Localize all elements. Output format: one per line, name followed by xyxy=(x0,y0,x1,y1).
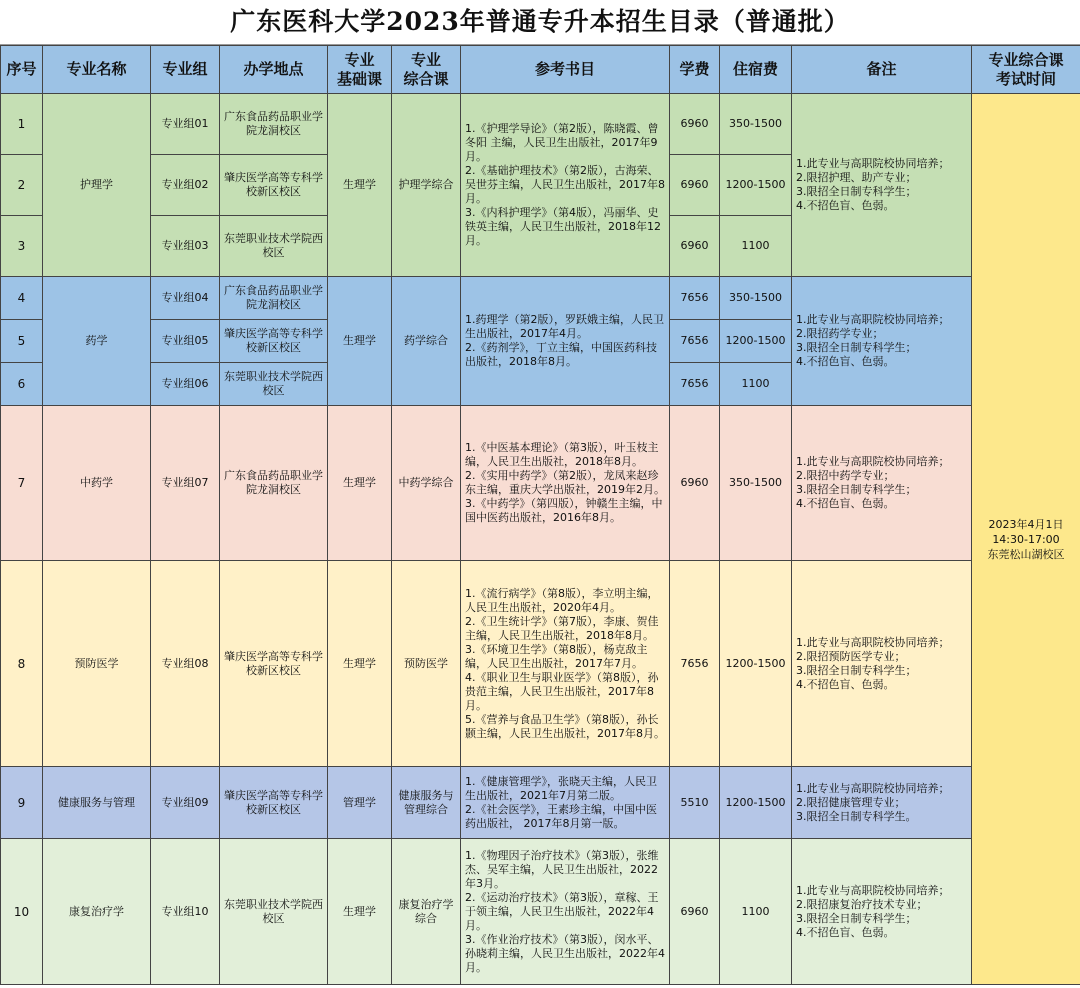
header-major: 专业名称 xyxy=(43,46,151,94)
basic-course-cell: 生理学 xyxy=(328,406,392,561)
table-row xyxy=(1,839,1080,985)
location-cell: 肇庆医学高等专科学校新区校区 xyxy=(220,155,328,216)
tuition-cell: 7656 xyxy=(670,320,720,363)
notes-cell-line: 3.限招全日制专科学生； xyxy=(796,911,917,925)
seq-cell: 7 xyxy=(1,406,43,561)
books-cell-line: 1.《物理因子治疗技术》（第3版），张维杰、吴军主编，人民卫生出版社，2022年3月。 xyxy=(465,848,659,890)
comprehensive-course-cell: 康复治疗学综合 xyxy=(392,839,461,985)
seq-cell: 6 xyxy=(1,363,43,406)
header-location: 办学地点 xyxy=(220,46,328,94)
dorm-fee-cell: 1100 xyxy=(720,216,792,277)
books-cell-line: 1.《健康管理学》，张晓天主编，人民卫生出版社，2021年7月第二版。 xyxy=(465,774,657,802)
tuition-cell: 6960 xyxy=(670,839,720,985)
tuition-cell: 7656 xyxy=(670,277,720,320)
comprehensive-course-cell: 健康服务与管理综合 xyxy=(392,767,461,839)
location-cell: 广东食品药品职业学院龙洞校区 xyxy=(220,406,328,561)
tuition-cell: 6960 xyxy=(670,94,720,155)
notes-cell-line: 1.此专业与高职院校协同培养； xyxy=(796,157,950,170)
notes-cell-line: 3.限招全日制专科学生； xyxy=(796,341,917,354)
location-cell: 东莞职业技术学院西校区 xyxy=(220,216,328,277)
basic-course-cell: 管理学 xyxy=(328,767,392,839)
seq-cell: 3 xyxy=(1,216,43,277)
books-cell xyxy=(461,767,670,839)
notes-cell-line: 2.限招药学专业； xyxy=(796,327,884,340)
notes-cell-line: 2.限招护理、助产专业； xyxy=(796,171,917,184)
notes-cell-line: 2.限招中药学专业； xyxy=(796,469,895,482)
dorm-fee-cell: 350-1500 xyxy=(720,406,792,561)
table-row xyxy=(1,561,1080,767)
notes-cell-line: 2.限招康复治疗技术专业； xyxy=(796,897,928,911)
dorm-fee-cell: 1100 xyxy=(720,839,792,985)
notes-cell-line: 2.限招健康管理专业； xyxy=(796,795,906,809)
notes-cell-line: 1.此专业与高职院校协同培养； xyxy=(796,455,950,468)
notes-cell-line: 1.此专业与高职院校协同培养； xyxy=(796,313,950,326)
header-seq: 序号 xyxy=(1,46,43,94)
books-cell xyxy=(461,94,670,277)
seq-cell: 5 xyxy=(1,320,43,363)
notes-cell-line: 3.限招全日制专科学生； xyxy=(796,483,917,496)
major-name-cell: 健康服务与管理 xyxy=(43,767,151,839)
location-cell: 肇庆医学高等专科学校新区校区 xyxy=(220,767,328,839)
comprehensive-course-cell: 护理学综合 xyxy=(392,94,461,277)
seq-cell: 10 xyxy=(1,839,43,985)
dorm-fee-cell: 1200-1500 xyxy=(720,320,792,363)
books-cell-line: 2.《药剂学》，丁立主编，中国医药科技出版社，2018年8月。 xyxy=(465,341,657,368)
location-cell: 东莞职业技术学院西校区 xyxy=(220,363,328,406)
seq-cell: 9 xyxy=(1,767,43,839)
seq-cell: 1 xyxy=(1,94,43,155)
dorm-fee-cell: 1200-1500 xyxy=(720,155,792,216)
group-cell: 专业组08 xyxy=(151,561,220,767)
tuition-cell: 7656 xyxy=(670,561,720,767)
books-cell-line: 3.《内科护理学》（第4版），冯丽华、史铁英主编，人民卫生出版社，2018年12月。 xyxy=(465,206,661,247)
exam-place: 东莞松山湖校区 xyxy=(987,547,1065,561)
major-name-cell: 预防医学 xyxy=(43,561,151,767)
basic-course-cell: 生理学 xyxy=(328,277,392,406)
books-cell-line: 3.《作业治疗技术》（第3版），闵水平、孙晓莉主编，人民卫生出版社，2022年4月。 xyxy=(465,932,665,974)
basic-course-cell: 生理学 xyxy=(328,94,392,277)
books-cell xyxy=(461,406,670,561)
comprehensive-course-cell: 预防医学 xyxy=(392,561,461,767)
header-exam-time: 专业综合课 考试时间 xyxy=(972,46,1080,94)
enrollment-table xyxy=(0,45,1080,985)
notes-cell-line: 3.限招全日制专科学生； xyxy=(796,663,917,677)
group-cell: 专业组01 xyxy=(151,94,220,155)
notes-cell-line: 1.此专业与高职院校协同培养； xyxy=(796,883,950,897)
header-group: 专业组 xyxy=(151,46,220,94)
table-row xyxy=(1,767,1080,839)
notes-cell-line: 1.此专业与高职院校协同培养； xyxy=(796,635,950,649)
seq-cell: 8 xyxy=(1,561,43,767)
group-cell: 专业组02 xyxy=(151,155,220,216)
group-cell: 专业组03 xyxy=(151,216,220,277)
basic-course-cell: 生理学 xyxy=(328,839,392,985)
seq-cell: 4 xyxy=(1,277,43,320)
notes-cell-line: 4.不招色盲、色弱。 xyxy=(796,925,895,939)
group-cell: 专业组05 xyxy=(151,320,220,363)
tuition-cell: 6960 xyxy=(670,406,720,561)
books-cell-line: 2.《实用中药学》（第2版），龙凤来赵珍东主编，重庆大学出版社，2019年2月。 xyxy=(465,469,665,496)
books-cell-line: 1.《护理学导论》（第2版），陈晓霞、曾冬阳 主编，人民卫生出版社，2017年9月。 xyxy=(465,122,659,163)
notes-cell-line: 4.不招色盲、色弱。 xyxy=(796,199,895,212)
page-title: 广东医科大学2023年普通专升本招生目录（普通批） xyxy=(0,0,1080,45)
books-cell-line: 2.《运动治疗技术》（第3版），章稼、王于领主编，人民卫生出版社，2022年4月。 xyxy=(465,890,659,932)
group-cell: 专业组09 xyxy=(151,767,220,839)
table-row xyxy=(1,277,1080,320)
books-cell-line: 1.《中医基本理论》（第3版），叶玉枝主编，人民卫生出版社，2018年8月。 xyxy=(465,441,659,468)
dorm-fee-cell: 1200-1500 xyxy=(720,561,792,767)
header-comprehensive-course: 专业 综合课 xyxy=(392,46,461,94)
location-cell: 广东食品药品职业学院龙洞校区 xyxy=(220,94,328,155)
notes-cell-line: 4.不招色盲、色弱。 xyxy=(796,355,895,368)
books-cell-line: 1.药理学（第2版），罗跃娥主编，人民卫生出版社，2017年4月。 xyxy=(465,313,664,340)
tuition-cell: 6960 xyxy=(670,216,720,277)
books-cell-line: 4.《职业卫生与职业医学》（第8版），孙贵范主编，人民卫生出版社，2017年8月。 xyxy=(465,670,659,712)
exam-date: 2023年4月1日 xyxy=(988,517,1064,531)
table-row xyxy=(1,406,1080,561)
comprehensive-course-cell: 药学综合 xyxy=(392,277,461,406)
dorm-fee-cell: 1200-1500 xyxy=(720,767,792,839)
notes-cell xyxy=(792,406,972,561)
location-cell: 肇庆医学高等专科学校新区校区 xyxy=(220,561,328,767)
tuition-cell: 7656 xyxy=(670,363,720,406)
location-cell: 广东食品药品职业学院龙洞校区 xyxy=(220,277,328,320)
exam-time: 14:30-17:00 xyxy=(992,532,1060,546)
notes-cell-line: 4.不招色盲、色弱。 xyxy=(796,497,895,510)
header-books: 参考书目 xyxy=(461,46,670,94)
books-cell-line: 1.《流行病学》（第8版），李立明主编，人民卫生出版社，2020年4月。 xyxy=(465,586,659,614)
notes-cell-line: 3.限招全日制专科学生； xyxy=(796,185,917,198)
major-name-cell: 中药学 xyxy=(43,406,151,561)
notes-cell-line: 2.限招预防医学专业； xyxy=(796,649,906,663)
tuition-cell: 6960 xyxy=(670,155,720,216)
books-cell xyxy=(461,277,670,406)
major-name-cell: 药学 xyxy=(43,277,151,406)
notes-cell xyxy=(792,277,972,406)
books-cell xyxy=(461,561,670,767)
group-cell: 专业组06 xyxy=(151,363,220,406)
comprehensive-course-cell: 中药学综合 xyxy=(392,406,461,561)
exam-time-cell xyxy=(972,94,1080,985)
notes-cell xyxy=(792,94,972,277)
books-cell xyxy=(461,839,670,985)
notes-cell-line: 4.不招色盲、色弱。 xyxy=(796,677,895,691)
header-notes: 备注 xyxy=(792,46,972,94)
header-basic-course: 专业 基础课 xyxy=(328,46,392,94)
major-name-cell: 康复治疗学 xyxy=(43,839,151,985)
major-name-cell: 护理学 xyxy=(43,94,151,277)
books-cell-line: 2.《卫生统计学》（第7版），李康、贺佳主编，人民卫生出版社，2018年8月。 xyxy=(465,614,659,642)
tuition-cell: 5510 xyxy=(670,767,720,839)
table-row xyxy=(1,94,1080,155)
books-cell-line: 3.《环境卫生学》（第8版），杨克敌主编，人民卫生出版社，2017年7月。 xyxy=(465,642,648,670)
location-cell: 东莞职业技术学院西校区 xyxy=(220,839,328,985)
notes-cell xyxy=(792,767,972,839)
notes-cell-line: 1.此专业与高职院校协同培养； xyxy=(796,781,950,795)
header-dorm: 住宿费 xyxy=(720,46,792,94)
dorm-fee-cell: 1100 xyxy=(720,363,792,406)
basic-course-cell: 生理学 xyxy=(328,561,392,767)
books-cell-line: 5.《营养与食品卫生学》（第8版），孙长颢主编，人民卫生出版社，2017年8月。 xyxy=(465,712,665,740)
notes-cell-line: 3.限招全日制专科学生。 xyxy=(796,809,917,823)
notes-cell xyxy=(792,839,972,985)
notes-cell xyxy=(792,561,972,767)
books-cell-line: 2.《社会医学》，王素珍主编，中国中医药出版社， 2017年8月第一版。 xyxy=(465,802,657,830)
books-cell-line: 2.《基础护理技术》（第2版），古海荣、吴世芬主编，人民卫生出版社，2017年8月。 xyxy=(465,164,665,205)
group-cell: 专业组04 xyxy=(151,277,220,320)
seq-cell: 2 xyxy=(1,155,43,216)
dorm-fee-cell: 350-1500 xyxy=(720,277,792,320)
location-cell: 肇庆医学高等专科学校新区校区 xyxy=(220,320,328,363)
books-cell-line: 3.《中药学》（第四版），钟赣生主编，中国中医药出版社，2016年8月。 xyxy=(465,497,663,524)
header-tuition: 学费 xyxy=(670,46,720,94)
group-cell: 专业组10 xyxy=(151,839,220,985)
dorm-fee-cell: 350-1500 xyxy=(720,94,792,155)
group-cell: 专业组07 xyxy=(151,406,220,561)
